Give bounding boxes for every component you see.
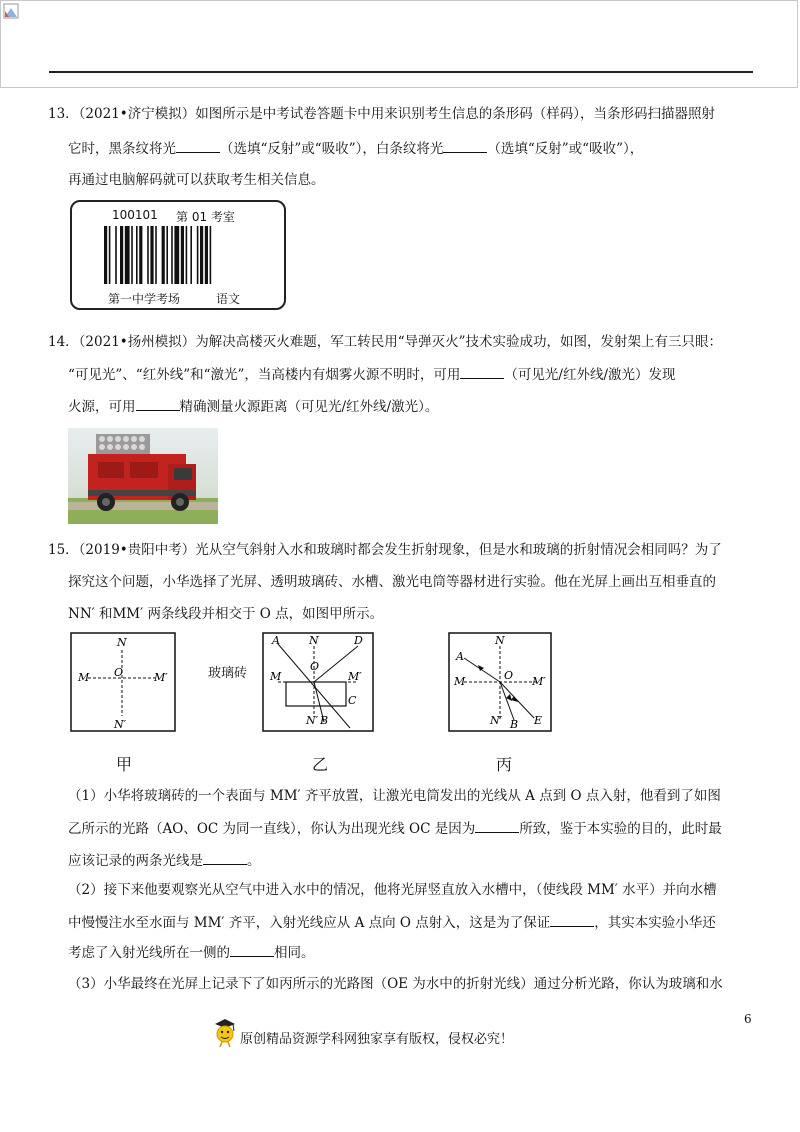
label-N-prime: N′: [114, 718, 127, 731]
barcode-bar: [210, 226, 212, 284]
q13-blank-1[interactable]: [176, 138, 220, 153]
q15-blank-2[interactable]: [203, 850, 247, 865]
q15-part3-line1: （3）小华最终在光屏上记录下了如丙所示的光路图（OE 为水中的折射光线）通过分析光路，你认为玻璃和水: [68, 976, 723, 992]
copyright-notice: 原创精品资源学科网独家享有版权，侵权必究！: [240, 1032, 514, 1047]
label-M: M: [454, 675, 466, 688]
barcode-bars: [104, 226, 244, 284]
barcode-bar: [171, 226, 173, 284]
label-M-prime: M′: [154, 671, 168, 684]
broken-image-icon: [3, 3, 19, 19]
barcode-subject: 语文: [216, 292, 241, 306]
barcode-bar: [120, 226, 123, 284]
label-E: E: [534, 714, 543, 727]
mascot-icon: [212, 1018, 238, 1048]
q15-part2-line2: 中慢慢注水至水面与 MM′ 齐平，入射光线应从 A 点向 O 点射入，这是为了保证 ，其实本实验小华还: [68, 912, 716, 933]
caption-bing: 丙: [496, 755, 513, 774]
barcode-bar: [200, 226, 203, 284]
q14-line3: 火源，可用 精确测量火源距离（可见光/红外线/激光）。: [68, 396, 438, 417]
barcode-bar: [205, 226, 208, 284]
label-M: M: [78, 671, 90, 684]
label-N: N: [495, 634, 505, 647]
label-N: N: [117, 636, 127, 649]
glass-brick-label: 玻璃砖: [208, 666, 248, 681]
barcode-bar: [166, 226, 168, 284]
barcode-bar: [150, 226, 153, 284]
label-O: O: [114, 666, 124, 679]
barcode-bar: [104, 226, 107, 284]
label-N: N: [309, 634, 319, 647]
q15-line1: 15．（2019•贵阳中考）光从空气斜射入水和玻璃时都会发生折射现象，但是水和玻璃的折射情况会相同吗？为了: [48, 542, 722, 558]
label-M: M: [270, 670, 282, 683]
barcode-bar: [155, 226, 157, 284]
label-O: O: [504, 669, 514, 682]
barcode-bar: [186, 226, 188, 284]
label-M-prime: M′: [532, 675, 546, 688]
q13-line3: 再通过电脑解码就可以获取考生相关信息。: [68, 172, 325, 188]
barcode-bar: [125, 226, 130, 284]
label-B: B: [320, 714, 329, 727]
q15-line3: NN′ 和MM′ 两条线段并相交于 O 点，如图甲所示。: [68, 606, 384, 622]
q13-line2: 它时，黑条纹将光 （选填“反射”或“吸收”），白条纹将光 （选填“反射”或“吸收”），: [68, 138, 643, 159]
q14-line1: 14．（2021•扬州模拟）为解决高楼灭火难题，军工转民用“导弹灭火”技术实验成功，如图，发射架上有三只眼：: [48, 334, 723, 350]
barcode-bar: [131, 226, 133, 284]
q15-part1-line2: 乙所示的光路（AO、OC 为同一直线），你认为出现光线 OC 是因为 所致，鉴于本实验的目的，此时最: [68, 818, 722, 839]
barcode-bar: [174, 226, 179, 284]
q13-line1: 13．（2021•济宁模拟）如图所示是中考试卷答题卡中用来识别考生信息的条形码（样码），当条形码扫描器照射: [48, 106, 715, 122]
barcode-bar: [115, 226, 117, 284]
figure-jia: [70, 632, 176, 732]
caption-jia: 甲: [116, 755, 133, 774]
barcode-number: 100101: [112, 208, 158, 222]
q15-part2-line3: 考虑了入射光线所在一侧的 相同。: [68, 942, 315, 963]
barcode-school: 第一中学考场: [108, 292, 181, 306]
barcode-bar: [139, 226, 142, 284]
barcode-bar: [109, 226, 111, 284]
label-M-prime: M′: [348, 670, 362, 683]
label-A: A: [456, 650, 464, 663]
barcode-bar: [147, 226, 149, 284]
page-number: 6: [744, 1012, 752, 1026]
q15-blank-1[interactable]: [475, 818, 519, 833]
page-header: [0, 0, 798, 88]
barcode-bar: [162, 226, 165, 284]
q15-line2: 探究这个问题，小华选择了光屏、透明玻璃砖、水槽、激光电筒等器材进行实验。他在光屏上画出互相垂直的: [68, 574, 716, 590]
barcode-bar: [181, 226, 184, 284]
fire-truck-image: [68, 428, 218, 524]
barcode-room: 第 01 考室: [176, 210, 235, 224]
figure-bing: [448, 632, 552, 732]
label-D: D: [354, 634, 363, 647]
label-O: O: [310, 660, 320, 673]
q14-blank-2[interactable]: [136, 396, 180, 411]
label-N-prime: N′: [490, 714, 503, 727]
label-C: C: [348, 694, 357, 707]
q15-part1-line3: 应该记录的两条光线是 。: [68, 850, 261, 871]
barcode-bar: [136, 226, 138, 284]
barcode-bar: [190, 226, 192, 284]
barcode-bar: [197, 226, 199, 284]
barcode-sample: [70, 200, 286, 310]
q15-part2-line1: （2）接下来他要观察光从空气中进入水中的情况，他将光屏竖直放入水槽中，（使线段 MM′ 水平）并向水槽: [68, 882, 717, 898]
q13-blank-2[interactable]: [443, 138, 487, 153]
q15-blank-3[interactable]: [550, 912, 594, 927]
q15-part1-line1: （1）小华将玻璃砖的一个表面与 MM′ 齐平放置，让激光电筒发出的光线从 A 点到 O 点入射，他看到了如图: [68, 788, 721, 804]
figure-yi: [262, 632, 374, 732]
caption-yi: 乙: [312, 755, 329, 774]
q15-blank-4[interactable]: [230, 942, 274, 957]
q14-line2: “可见光”、“红外线”和“激光”，当高楼内有烟雾火源不明时，可用 （可见光/红外线/激光）发现: [68, 364, 676, 385]
label-N-prime: N′: [306, 714, 319, 727]
label-A: A: [272, 634, 280, 647]
label-B: B: [510, 718, 519, 731]
header-rule: [49, 71, 753, 73]
q14-blank-1[interactable]: [460, 364, 504, 379]
